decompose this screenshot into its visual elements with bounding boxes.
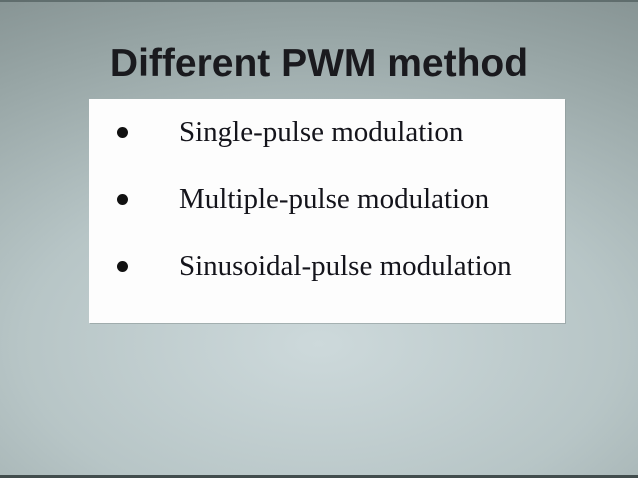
bullet-item: [89, 166, 565, 233]
bullet-dot-icon: [117, 261, 128, 272]
bullet-label: Sinusoidal-pulse modulation: [179, 250, 512, 282]
bullet-content-box: [89, 99, 565, 323]
bullet-label: Single-pulse modulation: [179, 116, 464, 148]
slide-title: Different PWM method: [109, 42, 529, 85]
bullet-label: Multiple-pulse modulation: [179, 183, 490, 215]
bullet-list: [89, 99, 565, 300]
bullet-item: [89, 99, 565, 166]
bullet-dot-icon: [117, 194, 128, 205]
bullet-dot-icon: [117, 127, 128, 138]
bullet-item: [89, 233, 565, 300]
slide-top-edge: [0, 0, 638, 2]
